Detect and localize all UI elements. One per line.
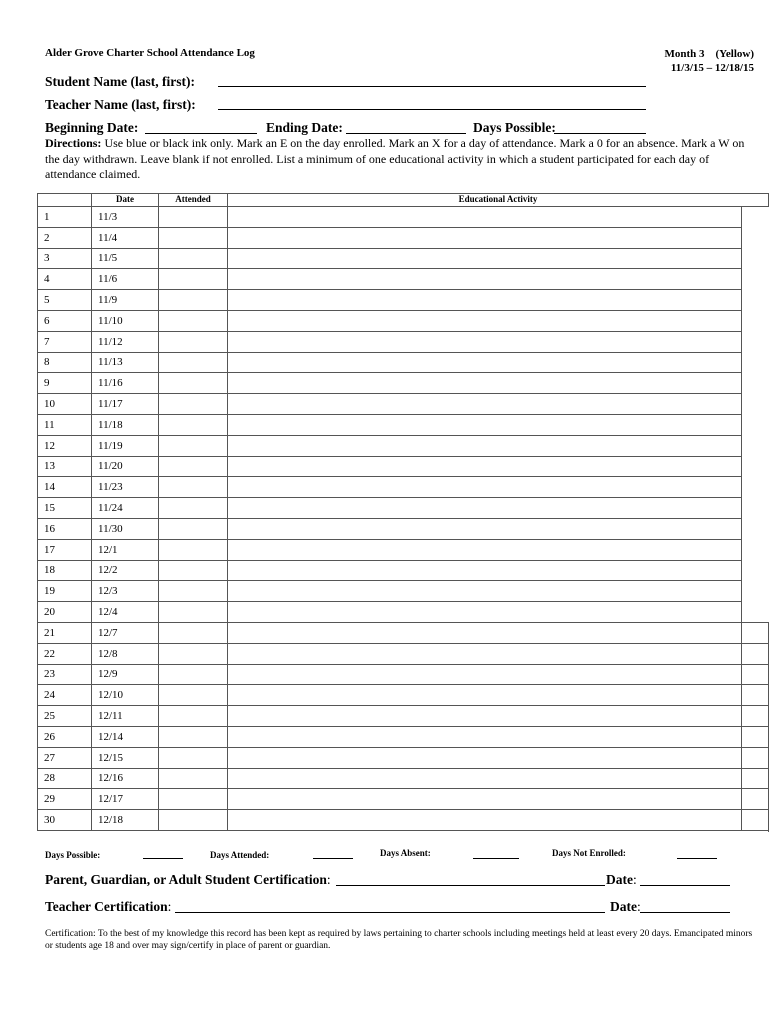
extra-cell: [742, 331, 769, 352]
extra-cell: [742, 373, 769, 394]
attended-cell[interactable]: [159, 768, 228, 789]
educational-activity-cell[interactable]: [228, 310, 742, 331]
attended-cell[interactable]: [159, 518, 228, 539]
attended-cell[interactable]: [159, 394, 228, 415]
attended-cell[interactable]: [159, 810, 228, 831]
parent-date-label: [606, 872, 637, 888]
educational-activity-cell[interactable]: [228, 810, 742, 831]
table-row: [38, 518, 769, 539]
row-number: 9: [38, 373, 92, 394]
educational-activity-cell[interactable]: [228, 477, 742, 498]
attended-cell[interactable]: [159, 227, 228, 248]
attended-cell[interactable]: [159, 477, 228, 498]
row-date: 11/24: [92, 498, 159, 519]
table-row: [38, 394, 769, 415]
attended-cell[interactable]: [159, 789, 228, 810]
teacher-certification-colon: :: [167, 899, 172, 914]
table-row: [38, 498, 769, 519]
educational-activity-cell[interactable]: [228, 581, 742, 602]
row-date: 11/3: [92, 207, 159, 228]
extra-cell: [742, 768, 769, 789]
extra-cell: [742, 477, 769, 498]
extra-cell: [742, 685, 769, 706]
row-date: 11/23: [92, 477, 159, 498]
educational-activity-cell[interactable]: [228, 518, 742, 539]
attended-cell[interactable]: [159, 581, 228, 602]
row-date: 12/9: [92, 664, 159, 685]
table-row: [38, 310, 769, 331]
table-row: [38, 664, 769, 685]
ending-date-field[interactable]: [346, 133, 466, 134]
directions: [45, 136, 757, 183]
row-date: 11/30: [92, 518, 159, 539]
row-date: 12/14: [92, 726, 159, 747]
school-title: Alder Grove Charter School Attendance Log: [45, 47, 255, 59]
table-row: [38, 560, 769, 581]
extra-cell: [742, 310, 769, 331]
row-number: 1: [38, 207, 92, 228]
extra-cell: [742, 207, 769, 228]
extra-cell: [742, 539, 769, 560]
educational-activity-cell[interactable]: [228, 227, 742, 248]
attendance-table: [37, 193, 769, 831]
table-row: [38, 685, 769, 706]
table-row: [38, 810, 769, 831]
summary-days-possible-label: Days Possible:: [45, 850, 101, 860]
table-row: [38, 290, 769, 311]
attended-cell[interactable]: [159, 622, 228, 643]
row-number: 26: [38, 726, 92, 747]
directions-text: Use blue or black ink only. Mark an E on the day enrolled. Mark an X for a day of attendance. Mark a 0 for an absence. Mark a W on the day withdrawn. Leave blank if not enrolled. List a minimum of one educational activity in which a student participated for each day of attendance claimed.: [45, 136, 745, 181]
attended-cell[interactable]: [159, 414, 228, 435]
row-date: 12/3: [92, 581, 159, 602]
extra-cell: [742, 706, 769, 727]
extra-cell: [742, 435, 769, 456]
table-row: [38, 207, 769, 228]
table-row: [38, 269, 769, 290]
row-date: 12/4: [92, 602, 159, 623]
table-header-row: [38, 194, 769, 207]
row-number: 11: [38, 414, 92, 435]
summary-days-absent-label: Days Absent:: [380, 848, 431, 858]
row-date: 11/10: [92, 310, 159, 331]
attended-cell[interactable]: [159, 435, 228, 456]
educational-activity-cell[interactable]: [228, 331, 742, 352]
month-info: [610, 47, 754, 75]
row-number: 14: [38, 477, 92, 498]
attended-cell[interactable]: [159, 352, 228, 373]
row-number: 30: [38, 810, 92, 831]
row-number: 19: [38, 581, 92, 602]
row-number: 5: [38, 290, 92, 311]
summary-days-absent-field[interactable]: [473, 858, 519, 859]
row-number: 28: [38, 768, 92, 789]
date-range: 11/3/15 – 12/18/15: [670, 62, 754, 74]
summary-days-possible-field[interactable]: [143, 858, 183, 859]
educational-activity-cell[interactable]: [228, 539, 742, 560]
summary-days-not-enrolled-field[interactable]: [677, 858, 717, 859]
row-date: 12/7: [92, 622, 159, 643]
row-number: 18: [38, 560, 92, 581]
days-possible-label: Days Possible:: [473, 120, 556, 135]
header-educational-activity: Educational Activity: [228, 194, 769, 207]
month-label: Month 3 (Yellow): [664, 48, 754, 60]
table-row: [38, 789, 769, 810]
row-date: 12/8: [92, 643, 159, 664]
extra-cell: [742, 290, 769, 311]
row-date: 12/2: [92, 560, 159, 581]
beginning-date-label: Beginning Date:: [45, 120, 139, 135]
teacher-signature-field[interactable]: [175, 912, 605, 913]
parent-date-field[interactable]: [640, 885, 730, 886]
row-date: 11/5: [92, 248, 159, 269]
extra-cell: [742, 581, 769, 602]
row-date: 12/10: [92, 685, 159, 706]
extra-cell: [742, 789, 769, 810]
extra-cell: [742, 269, 769, 290]
header-date: Date: [92, 194, 159, 207]
header-row-number: [38, 194, 92, 207]
row-date: 12/17: [92, 789, 159, 810]
attended-cell[interactable]: [159, 643, 228, 664]
extra-cell: [742, 560, 769, 581]
attended-cell[interactable]: [159, 290, 228, 311]
table-row: [38, 414, 769, 435]
summary-days-attended-field[interactable]: [313, 858, 353, 859]
row-number: 13: [38, 456, 92, 477]
attended-cell[interactable]: [159, 331, 228, 352]
attended-cell[interactable]: [159, 560, 228, 581]
row-number: 6: [38, 310, 92, 331]
educational-activity-cell[interactable]: [228, 560, 742, 581]
educational-activity-cell[interactable]: [228, 622, 742, 643]
student-name-field[interactable]: [218, 86, 646, 87]
educational-activity-cell[interactable]: [228, 394, 742, 415]
table-row: [38, 331, 769, 352]
beginning-date-field[interactable]: [145, 133, 257, 134]
row-number: 29: [38, 789, 92, 810]
table-row: [38, 726, 769, 747]
attended-cell[interactable]: [159, 456, 228, 477]
teacher-certification-text: Teacher Certification: [45, 899, 168, 914]
educational-activity-cell[interactable]: [228, 248, 742, 269]
attended-cell[interactable]: [159, 726, 228, 747]
extra-cell: [742, 810, 769, 831]
parent-certification-colon: :: [326, 872, 331, 887]
row-date: 12/15: [92, 747, 159, 768]
table-row: [38, 581, 769, 602]
row-date: 12/18: [92, 810, 159, 831]
parent-date-colon: :: [633, 872, 637, 887]
extra-cell: [742, 602, 769, 623]
educational-activity-cell[interactable]: [228, 602, 742, 623]
educational-activity-cell[interactable]: [228, 414, 742, 435]
row-number: 2: [38, 227, 92, 248]
row-date: 12/1: [92, 539, 159, 560]
row-number: 15: [38, 498, 92, 519]
row-number: 10: [38, 394, 92, 415]
educational-activity-cell[interactable]: [228, 726, 742, 747]
row-number: 12: [38, 435, 92, 456]
attended-cell[interactable]: [159, 269, 228, 290]
educational-activity-cell[interactable]: [228, 768, 742, 789]
teacher-name-label: Teacher Name (last, first):: [45, 97, 196, 112]
educational-activity-cell[interactable]: [228, 747, 742, 768]
teacher-name-field[interactable]: [218, 109, 646, 110]
row-number: 27: [38, 747, 92, 768]
extra-cell: [742, 456, 769, 477]
table-row: [38, 477, 769, 498]
teacher-date-field[interactable]: [640, 912, 730, 913]
ending-date-label: Ending Date:: [266, 120, 343, 135]
attended-cell[interactable]: [159, 685, 228, 706]
teacher-certification-label: [45, 899, 171, 915]
educational-activity-cell[interactable]: [228, 685, 742, 706]
student-name-label: Student Name (last, first):: [45, 74, 195, 89]
extra-cell: [742, 394, 769, 415]
table-row: [38, 643, 769, 664]
row-date: 11/13: [92, 352, 159, 373]
table-row: [38, 539, 769, 560]
table-row: [38, 352, 769, 373]
table-row: [38, 706, 769, 727]
table-row: [38, 435, 769, 456]
extra-cell: [742, 518, 769, 539]
table-row: [38, 747, 769, 768]
teacher-date-text: Date: [610, 899, 637, 914]
row-number: 22: [38, 643, 92, 664]
attended-cell[interactable]: [159, 664, 228, 685]
educational-activity-cell[interactable]: [228, 290, 742, 311]
attended-cell[interactable]: [159, 207, 228, 228]
table-row: [38, 622, 769, 643]
parent-certification-label: [45, 872, 331, 888]
row-number: 23: [38, 664, 92, 685]
educational-activity-cell[interactable]: [228, 643, 742, 664]
row-date: 11/20: [92, 456, 159, 477]
extra-cell: [742, 498, 769, 519]
row-date: 11/6: [92, 269, 159, 290]
row-number: 8: [38, 352, 92, 373]
extra-cell: [742, 352, 769, 373]
attended-cell[interactable]: [159, 373, 228, 394]
teacher-date-label: [610, 899, 641, 915]
row-number: 25: [38, 706, 92, 727]
row-date: 11/12: [92, 331, 159, 352]
educational-activity-cell[interactable]: [228, 269, 742, 290]
summary-days-not-enrolled-label: Days Not Enrolled:: [552, 848, 626, 858]
attended-cell[interactable]: [159, 248, 228, 269]
educational-activity-cell[interactable]: [228, 706, 742, 727]
row-number: 21: [38, 622, 92, 643]
parent-date-text: Date: [606, 872, 633, 887]
row-number: 17: [38, 539, 92, 560]
parent-signature-field[interactable]: [336, 885, 605, 886]
directions-label: Directions:: [45, 136, 102, 150]
row-number: 4: [38, 269, 92, 290]
row-date: 11/16: [92, 373, 159, 394]
table-extension-line: [768, 626, 769, 832]
attended-cell[interactable]: [159, 747, 228, 768]
extra-cell: [742, 664, 769, 685]
table-row: [38, 768, 769, 789]
row-date: 11/18: [92, 414, 159, 435]
extra-cell: [742, 622, 769, 643]
row-date: 12/16: [92, 768, 159, 789]
header-attended: Attended: [159, 194, 228, 207]
educational-activity-cell[interactable]: [228, 456, 742, 477]
row-number: 16: [38, 518, 92, 539]
educational-activity-cell[interactable]: [228, 352, 742, 373]
certification-note: Certification: To the best of my knowledge this record has been kept as required by laws pertaining to charter schools including meetings held at least every 20 days. Emancipated minors or students age 18 and over may sign/certify in place of parent or guardian.: [45, 929, 753, 951]
extra-cell: [742, 726, 769, 747]
table-row: [38, 227, 769, 248]
row-number: 3: [38, 248, 92, 269]
row-date: 11/9: [92, 290, 159, 311]
attended-cell[interactable]: [159, 310, 228, 331]
educational-activity-cell[interactable]: [228, 664, 742, 685]
extra-cell: [742, 414, 769, 435]
attended-cell[interactable]: [159, 602, 228, 623]
summary-days-attended-label: Days Attended:: [210, 850, 270, 860]
educational-activity-cell[interactable]: [228, 373, 742, 394]
attended-cell[interactable]: [159, 706, 228, 727]
educational-activity-cell[interactable]: [228, 498, 742, 519]
row-number: 24: [38, 685, 92, 706]
table-row: [38, 248, 769, 269]
attended-cell[interactable]: [159, 498, 228, 519]
days-possible-field[interactable]: [554, 133, 646, 134]
table-row: [38, 456, 769, 477]
extra-cell: [742, 227, 769, 248]
row-date: 11/17: [92, 394, 159, 415]
extra-cell: [742, 248, 769, 269]
row-number: 7: [38, 331, 92, 352]
table-row: [38, 602, 769, 623]
educational-activity-cell[interactable]: [228, 435, 742, 456]
row-number: 20: [38, 602, 92, 623]
educational-activity-cell[interactable]: [228, 789, 742, 810]
extra-cell: [742, 747, 769, 768]
table-row: [38, 373, 769, 394]
educational-activity-cell[interactable]: [228, 207, 742, 228]
attended-cell[interactable]: [159, 539, 228, 560]
teacher-date-colon: :: [637, 899, 641, 914]
extra-cell: [742, 643, 769, 664]
row-date: 11/19: [92, 435, 159, 456]
row-date: 12/11: [92, 706, 159, 727]
row-date: 11/4: [92, 227, 159, 248]
parent-certification-text: Parent, Guardian, or Adult Student Certification: [45, 872, 327, 887]
